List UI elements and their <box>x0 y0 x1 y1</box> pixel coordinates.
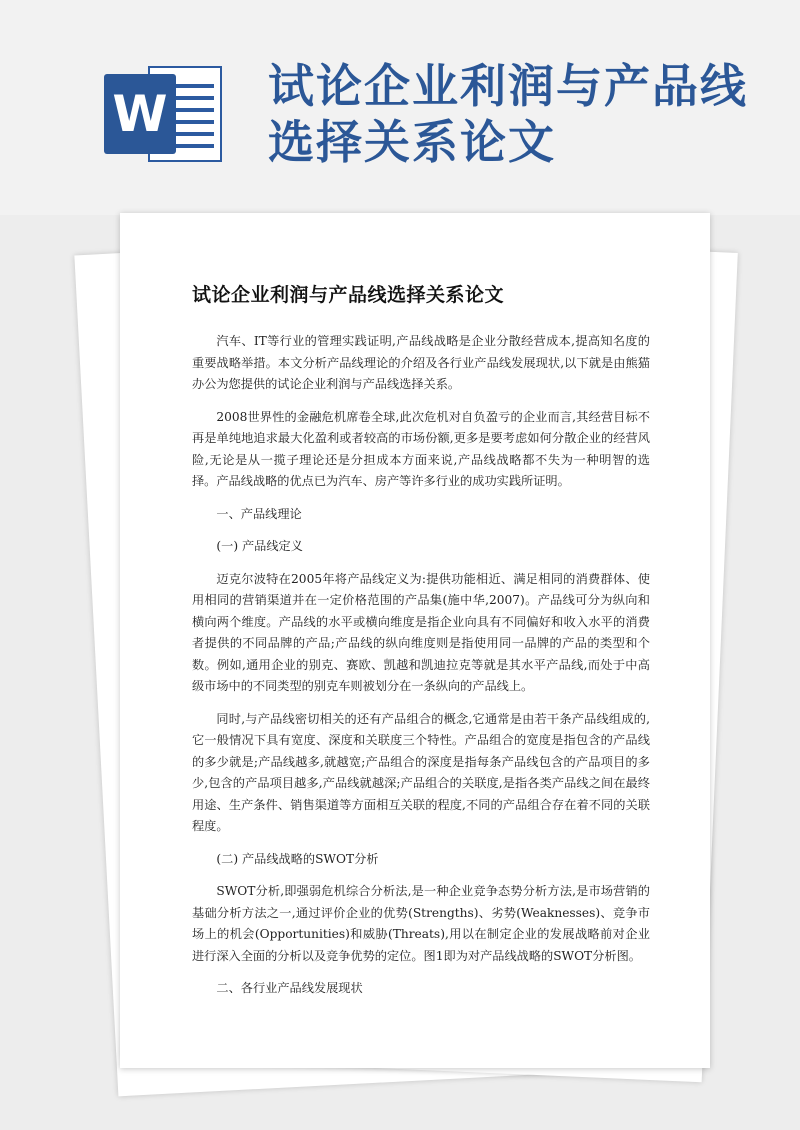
document-content <box>192 277 650 1011</box>
body-paragraph: SWOT分析,即强弱危机综合分析法,是一种企业竞争态势分析方法,是市场营销的基础分析方法之一,通过评价企业的优势(Strengths)、劣势(Weaknesses)、竞争市场上的机会(Opportunities)和威胁(Threats),用以在制定企业的发展战略前对企业进行深入全面的分析以及竞争优势的定位。图1即为对产品线战略的SWOT分析图。 <box>192 884 650 963</box>
body-paragraph: 汽车、IT等行业的管理实践证明,产品线战略是企业分散经营成本,提高知名度的重要战略举措。本文分析产品线理论的介绍及各行业产品线发展现状,以下就是由熊猫办公为您提供的试论企业利润与产品线选择关系。 <box>192 334 650 391</box>
page-title: 试论企业利润与产品线选择关系论文 <box>192 284 505 306</box>
body-paragraph: 2008世界性的金融危机席卷全球,此次危机对自负盈亏的企业而言,其经营目标不再是单纯地追求最大化盈利或者较高的市场份额,更多是要考虑如何分散企业的经营风险,无论是从一揽子理论还是分担成本方面来说,产品线战略都不失为一种明智的选择。产品线战略的优点已为汽车、房产等许多行业的成功实践所证明。 <box>192 409 650 488</box>
word-document-icon <box>104 66 222 162</box>
body-paragraph: 同时,与产品线密切相关的还有产品组合的概念,它通常是由若干条产品线组成的,它一般情况下具有宽度、深度和关联度三个特性。产品组合的宽度是指包含的产品线的多少就是;产品线越多,就越宽;产品组合的深度是指每条产品线包含的产品项目的多少,包含的产品项目越多,产品线就越深;产品组合的关联度,是指各类产品线之间在最终用途、生产条件、销售渠道等方面相互关联的程度,不同的产品组合存在着不同的关联程度。 <box>192 711 650 833</box>
section-heading: (一) 产品线定义 <box>216 539 303 553</box>
word-logo-letter: W <box>104 74 176 154</box>
section-heading: (二) 产品线战略的SWOT分析 <box>216 851 379 866</box>
document-body <box>192 331 650 1000</box>
header-banner <box>0 0 800 215</box>
section-heading: 二、各行业产品线发展现状 <box>216 981 363 995</box>
banner-title: 试论企业利润与产品线选择关系论文 <box>268 59 748 169</box>
section-heading: 一、产品线理论 <box>216 506 302 521</box>
document-page <box>120 213 710 1068</box>
body-paragraph: 迈克尔波特在2005年将产品线定义为:提供功能相近、满足相同的消费群体、使用相同的营销渠道并在一定价格范围的产品集(施中华,2007)。产品线可分为纵向和横向两个维度。产品线的水平或横向维度是指企业向具有不同偏好和收入水平的消费者提供的不同品牌的产品;产品线的纵向维度则是指使用同一品牌的产品的类型和个数。例如,通用企业的别克、赛欧、凯越和凯迪拉克等就是其水平产品线,而处于中高级市场中的不同类型的别克车则被划分在一条纵向的产品线上。 <box>192 571 650 693</box>
